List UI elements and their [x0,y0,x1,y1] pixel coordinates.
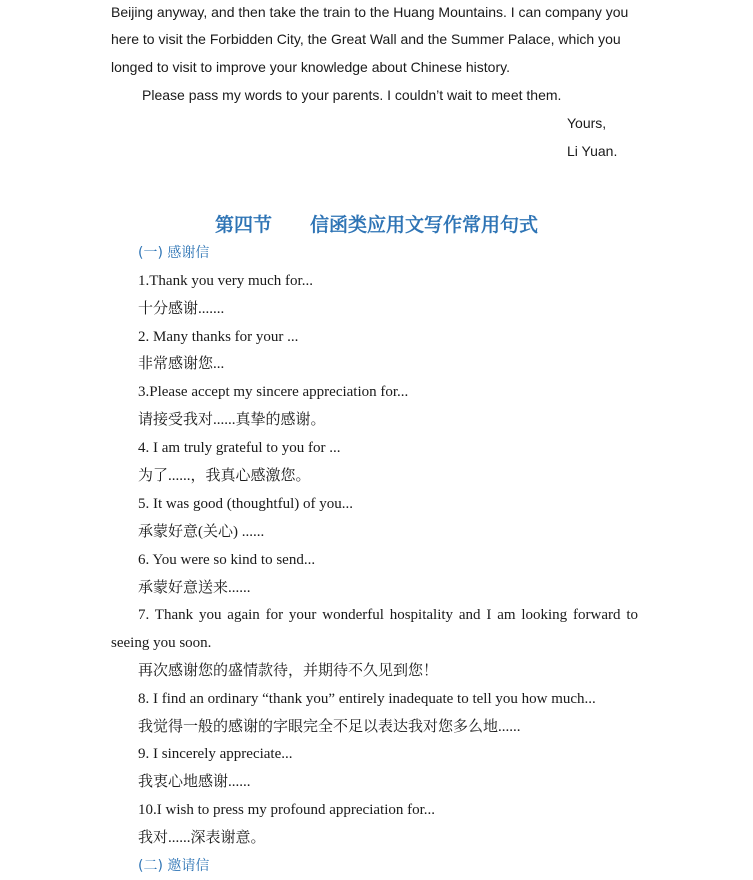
subheading-thanks-letter: (一) 感谢信 [138,245,210,261]
phrase-3-zh: 请接受我对......真挚的感谢。 [138,412,326,428]
phrase-10-zh: 我对......深表谢意。 [138,830,266,846]
phrase-5-en: 5. It was good (thoughtful) of you... [138,496,353,512]
phrase-6-zh: 承蒙好意送来...... [138,580,251,596]
phrase-8-zh: 我觉得一般的感谢的字眼完全不足以表达我对您多么地...... [138,719,521,735]
phrase-10-en: 10.I wish to press my profound appreciation for... [138,802,436,818]
phrase-7-zh: 再次感谢您的盛情款待，并期待不久见到您！ [138,663,439,679]
phrase-2-zh: 非常感谢您... [138,356,225,372]
subheading-invitation-letter: (二) 邀请信 [138,858,210,874]
phrase-6-en: 6. You were so kind to send... [138,552,316,568]
letter-closing: Yours, [567,115,607,131]
letter-signature: Li Yuan. [567,143,618,159]
phrase-4-zh: 为了......，我真心感激您。 [138,468,311,484]
section-title: 第四节 信函类应用文写作常用句式 [214,214,538,236]
phrase-9-en: 9. I sincerely appreciate... [138,746,293,762]
letter-line-3: longed to visit to improve your knowledge about Chinese history. [111,59,510,75]
phrase-1-zh: 十分感谢....... [138,301,225,317]
phrase-9-zh: 我衷心地感谢...... [138,774,251,790]
letter-line-4: Please pass my words to your parents. I couldn’t wait to meet them. [142,87,562,103]
phrase-5-zh: 承蒙好意(关心) ...... [138,524,265,540]
letter-line-2: here to visit the Forbidden City, the Great Wall and the Summer Palace, which you [111,31,621,47]
phrase-2-en: 2. Many thanks for your ... [138,329,299,345]
phrase-7-en-line1: 7. Thank you again for your wonderful hospitality and I am looking forward to [138,607,638,623]
phrase-1-en: 1.Thank you very much for... [138,273,313,289]
phrase-8-en: 8. I find an ordinary “thank you” entirely inadequate to tell you how much... [138,691,596,707]
letter-line-1: Beijing anyway, and then take the train to the Huang Mountains. I can company you [111,4,629,20]
phrase-3-en: 3.Please accept my sincere appreciation for... [138,384,409,400]
phrase-7-en-line2: seeing you soon. [111,635,212,651]
phrase-4-en: 4. I am truly grateful to you for ... [138,440,341,456]
